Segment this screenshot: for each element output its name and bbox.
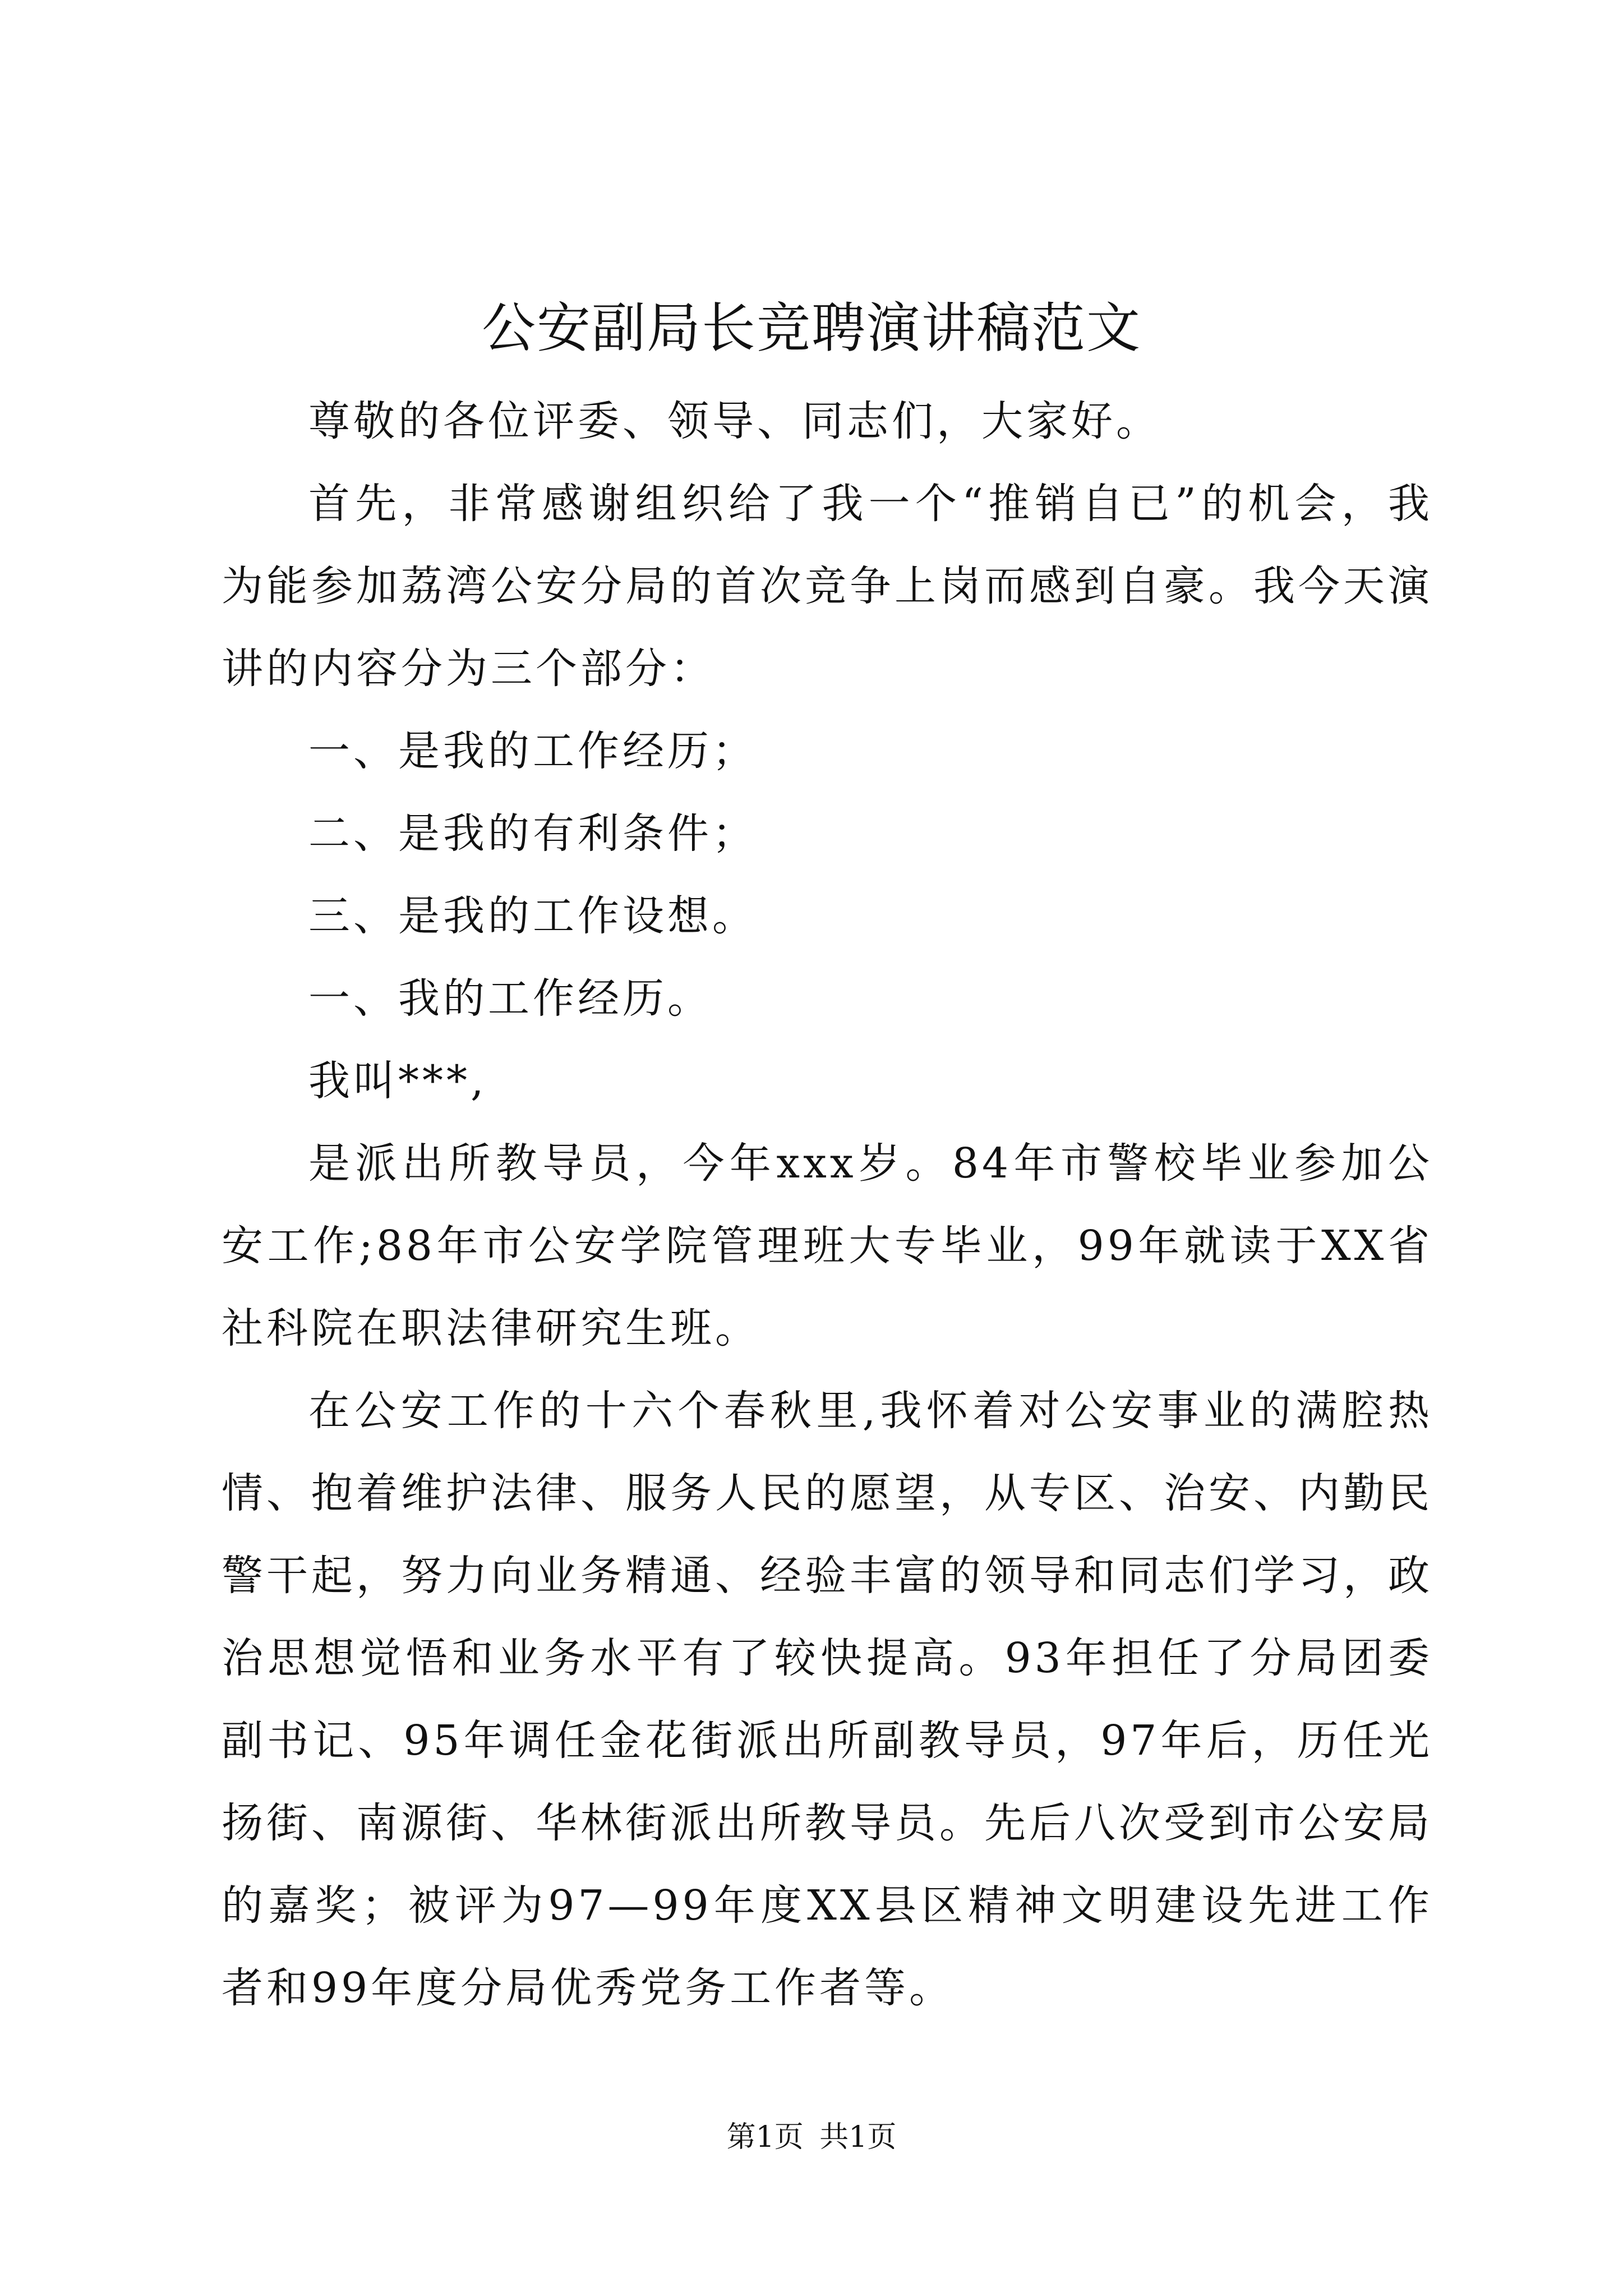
paragraph-background: 是派出所教导员，今年xxx岁。84年市警校毕业参加公安工作;88年市公安学院管理班大专毕业，99年就读于XX省社科院在职法律研究生班。 <box>222 1139 1433 1352</box>
paragraph-outline-1: 一、是我的工作经历； <box>308 727 757 775</box>
paragraph-greeting: 尊敬的各位评委、领导、同志们，大家好。 <box>308 397 1161 445</box>
document-body <box>222 380 1433 2030</box>
paragraph-career: 在公安工作的十六个春秋里,我怀着对公安事业的满腔热情、抱着维护法律、服务人民的愿望，从专区、治安、内勤民警干起，努力向业务精通、经验丰富的领导和同志们学习，政治思想觉悟和业务水平有了较快提高。93年担任了分局团委副书记、95年调任金花街派出所副教导员，97年后，历任光扬街、南源街、华林街派出所教导员。先后八次受到市公安局的嘉奖；被评为97—99年度XX县区精神文明建设先进工作者和99年度分局优秀党务工作者等。 <box>222 1387 1433 2012</box>
paragraph-intro: 首先，非常感谢组织给了我一个“推销自已”的机会，我为能参加荔湾公安分局的首次竞争上岗而感到自豪。我今天演讲的内容分为三个部分： <box>222 480 1433 693</box>
paragraph-name: 我叫***, <box>308 1057 487 1105</box>
paragraph-outline-3: 三、是我的工作设想。 <box>308 892 757 940</box>
page-total: 共1页 <box>819 2120 897 2154</box>
section-heading-work-history: 一、我的工作经历。 <box>308 974 712 1023</box>
page-footer <box>0 2118 1623 2157</box>
page-number: 第1页 <box>726 2120 804 2154</box>
paragraph-outline-2: 二、是我的有利条件； <box>308 809 757 858</box>
document-title: 公安副局长竞聘演讲稿范文 <box>482 297 1141 360</box>
